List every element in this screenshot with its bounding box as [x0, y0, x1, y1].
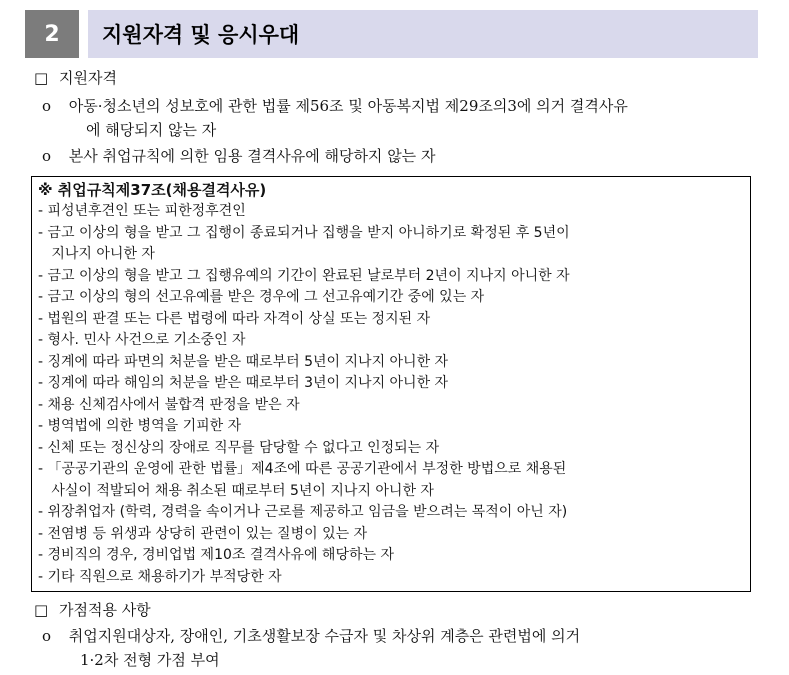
checkbox-square-icon: □ [34, 69, 49, 87]
box-item: - 징계에 따라 파면의 처분을 받은 때로부터 5년이 지나지 아니한 자 [38, 353, 449, 370]
box-title: ※ 취업규칙제37조(채용결격사유) [38, 181, 267, 199]
section1-heading: 지원자격 [58, 69, 117, 87]
circle-bullet-icon: o [42, 627, 52, 645]
checkbox-square-icon: □ [34, 601, 49, 619]
box-item: - 피성년후견인 또는 피한정후견인 [38, 203, 246, 219]
box-item: - 법원의 판결 또는 다른 법령에 따라 자격이 상실 또는 정지된 자 [38, 310, 431, 327]
section1-heading-row [34, 68, 117, 88]
box-item: - 경비직의 경우, 경비업법 제10조 결격사유에 해당하는 자 [38, 547, 394, 563]
box-item: - 병역법에 의한 병역을 기피한 자 [38, 418, 242, 434]
section-number: 2 [25, 10, 79, 58]
list-item [42, 146, 435, 166]
box-item: 사실이 적발되어 채용 취소된 때로부터 5년이 지나지 아니한 자 [38, 482, 434, 499]
circle-bullet-icon: o [42, 97, 52, 115]
box-item: - 위장취업자 (학력, 경력을 속이거나 근로를 제공하고 임금을 받으려는 목적이 아닌 자) [38, 504, 568, 520]
box-item: - 금고 이상의 형의 선고유예를 받은 경우에 그 선고유예기간 중에 있는 자 [38, 289, 485, 305]
section-title: 지원자격 및 응시우대 [88, 10, 758, 58]
box-item: - 금고 이상의 형을 받고 그 집행유예의 기간이 완료된 날로부터 2년이 지나지 아니한 자 [38, 267, 570, 284]
box-item: - 신체 또는 정신상의 장애로 직무를 담당할 수 없다고 인정되는 자 [38, 439, 440, 456]
list-item-text: 취업지원대상자, 장애인, 기초생활보장 수급자 및 차상위 계층은 관련법에 의거 [68, 627, 581, 645]
box-item: - 전염병 등 위생과 상당히 관련이 있는 질병이 있는 자 [38, 525, 368, 542]
box-item: - 기타 직원으로 채용하기가 부적당한 자 [38, 568, 282, 585]
box-item: - 채용 신체검사에서 불합격 판정을 받은 자 [38, 396, 300, 413]
box-item: 지나지 아니한 자 [38, 246, 155, 262]
list-item-continuation: 1·2차 전형 가점 부여 [80, 651, 220, 669]
list-item [42, 626, 580, 646]
list-item [42, 96, 628, 116]
box-item: - 「공공기관의 운영에 관한 법률」제4조에 따른 공공기관에서 부정한 방법으로 채용된 [38, 461, 567, 477]
list-item-text: 아동·청소년의 성보호에 관한 법률 제56조 및 아동복지법 제29조의3에 의거 결격사유 [68, 97, 628, 115]
list-item-continuation: 에 해당되지 않는 자 [86, 121, 217, 139]
circle-bullet-icon: o [42, 147, 52, 165]
section2-heading: 가점적용 사항 [58, 601, 151, 619]
box-item: - 금고 이상의 형을 받고 그 집행이 종료되거나 집행을 받지 아니하기로 확정된 후 5년이 [38, 224, 570, 241]
disqualification-box [31, 176, 751, 592]
section-header [25, 10, 758, 58]
list-item-text: 본사 취업규칙에 의한 임용 결격사유에 해당하지 않는 자 [68, 147, 436, 165]
box-item: - 징계에 따라 해임의 처분을 받은 때로부터 3년이 지나지 아니한 자 [38, 375, 449, 391]
box-item: - 형사. 민사 사건으로 기소중인 자 [38, 332, 246, 348]
section2-heading-row [34, 600, 151, 620]
